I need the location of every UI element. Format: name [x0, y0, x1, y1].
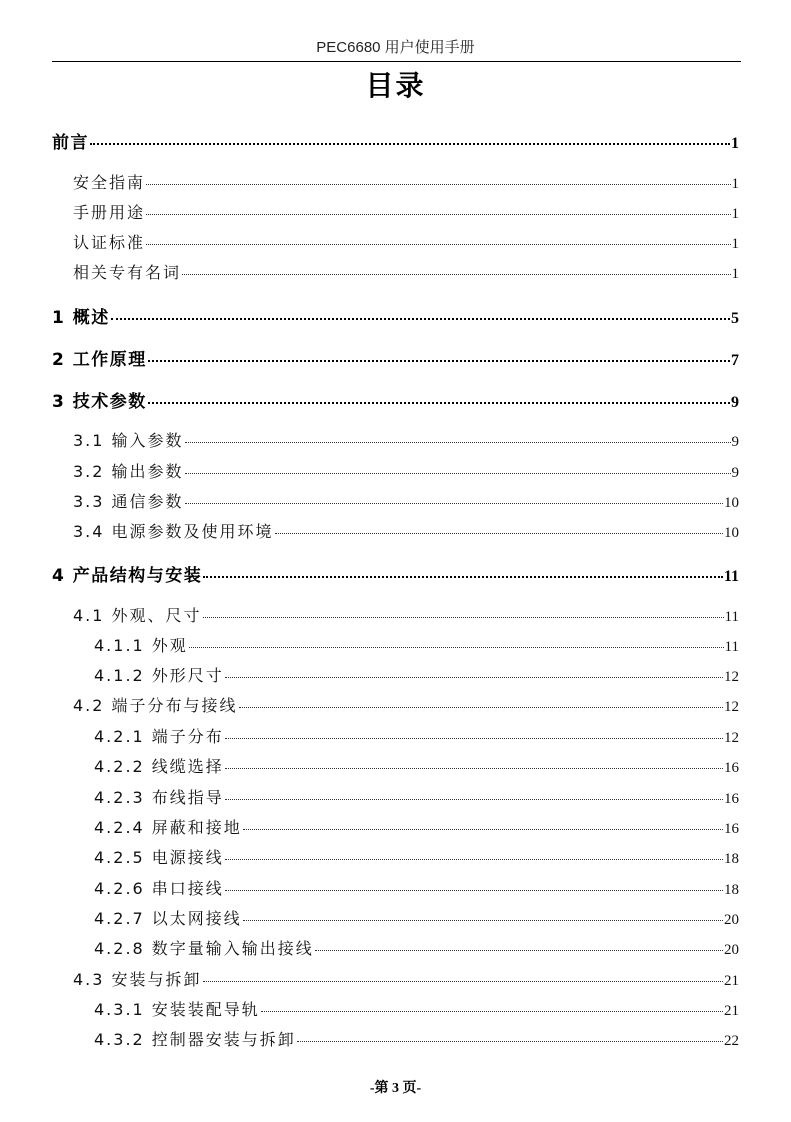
toc-entry-page-number: 9: [731, 465, 739, 481]
dot-leader: [225, 768, 723, 769]
dot-leader: [146, 244, 730, 245]
toc-entry-label: 4.3 安装与拆卸: [73, 970, 202, 989]
toc-entry[interactable]: [73, 170, 739, 193]
toc-entry[interactable]: [94, 785, 739, 808]
dot-leader: [261, 1011, 723, 1012]
toc-entry-page-number: 12: [724, 699, 739, 715]
toc-entry[interactable]: [94, 876, 739, 899]
toc-entry-page-number: 16: [724, 821, 739, 837]
dot-leader: [148, 402, 730, 404]
toc-entry[interactable]: [94, 815, 739, 838]
toc-entry[interactable]: [52, 345, 739, 370]
toc-entry-page-number: 12: [724, 669, 739, 685]
dot-leader: [225, 890, 723, 891]
toc-entry-label: 4.3.2 控制器安装与拆卸: [94, 1030, 296, 1049]
dot-leader: [203, 981, 723, 982]
toc-entry-label: 3.2 输出参数: [73, 462, 184, 481]
toc-entry-label: 认证标准: [73, 233, 146, 252]
toc-entry-label: 1 概述: [52, 308, 110, 328]
toc-entry-page-number: 18: [724, 882, 739, 898]
dot-leader: [148, 360, 730, 362]
toc-entry-page-number: 18: [724, 851, 739, 867]
toc-entry-label: 4.1.1 外观: [94, 636, 188, 655]
toc-entry-page-number: 20: [724, 942, 739, 958]
toc-entry[interactable]: [52, 303, 739, 328]
page-footer: -第 3 页-: [369, 1081, 422, 1096]
toc-entry-label: 4.2.7 以太网接线: [94, 909, 242, 928]
dot-leader: [315, 950, 723, 951]
toc-entry-label: 4.2.5 电源接线: [94, 848, 224, 867]
toc-entry-label: 4.3.1 安装装配导轨: [94, 1000, 260, 1019]
page-header: PEC6680 用户使用手册: [316, 39, 475, 56]
dot-leader: [297, 1041, 723, 1042]
dot-leader: [225, 677, 723, 678]
toc-entry-page-number: 21: [724, 973, 739, 989]
toc-entry-label: 4.2.1 端子分布: [94, 727, 224, 746]
toc-entry-label: 4.2 端子分布与接线: [73, 696, 238, 715]
toc-entry-label: 3.4 电源参数及使用环境: [73, 522, 274, 541]
toc-entry-label: 4.1 外观、尺寸: [73, 606, 202, 625]
toc-entry[interactable]: [94, 936, 739, 959]
toc-entry[interactable]: [73, 230, 739, 253]
toc-entry-page-number: 7: [731, 352, 739, 369]
toc-entry[interactable]: [94, 845, 739, 868]
toc-entry[interactable]: [73, 967, 739, 990]
toc-entry-page-number: 22: [724, 1033, 739, 1049]
dot-leader: [203, 617, 724, 618]
toc-entry[interactable]: [73, 603, 739, 626]
toc-entry-page-number: 21: [724, 1003, 739, 1019]
dot-leader: [146, 214, 730, 215]
dot-leader: [146, 184, 730, 185]
toc-entry-label: 3.3 通信参数: [73, 492, 184, 511]
toc-entry-page-number: 10: [724, 525, 739, 541]
dot-leader: [185, 503, 723, 504]
toc-entry-page-number: 1: [731, 266, 739, 282]
toc-entry-label: 4.2.2 线缆选择: [94, 757, 224, 776]
dot-leader: [243, 920, 723, 921]
toc-entry-label: 4.2.8 数字量输入输出接线: [94, 939, 314, 958]
dot-leader: [90, 143, 730, 145]
toc-entry-page-number: 1: [731, 135, 739, 152]
toc-entry[interactable]: [52, 387, 739, 412]
toc-entry-page-number: 1: [731, 206, 739, 222]
dot-leader: [275, 533, 723, 534]
dot-leader: [239, 707, 723, 708]
toc-entry[interactable]: [94, 663, 739, 686]
dot-leader: [243, 829, 723, 830]
toc-entry-page-number: 11: [724, 639, 739, 655]
dot-leader: [189, 647, 724, 648]
toc-entry[interactable]: [94, 754, 739, 777]
toc-entry-label: 安全指南: [73, 173, 146, 192]
toc-entry[interactable]: [73, 693, 739, 716]
toc-entry[interactable]: [73, 519, 739, 542]
dot-leader: [185, 473, 731, 474]
toc-entry-page-number: 16: [724, 791, 739, 807]
toc-entry-label: 手册用途: [73, 203, 146, 222]
toc-entry[interactable]: [73, 260, 739, 283]
toc-entry-label: 4 产品结构与安装: [52, 566, 203, 586]
dot-leader: [225, 738, 723, 739]
dot-leader: [225, 799, 723, 800]
dot-leader: [182, 274, 730, 275]
toc-entry[interactable]: [94, 724, 739, 747]
toc-entry-label: 4.1.2 外形尺寸: [94, 666, 224, 685]
toc-entry[interactable]: [73, 428, 739, 451]
dot-leader: [225, 859, 723, 860]
toc-entry-label: 相关专有名词: [73, 263, 182, 282]
toc-entry-label: 3.1 输入参数: [73, 431, 184, 450]
toc-entry-page-number: 9: [731, 394, 739, 411]
toc-entry-page-number: 10: [724, 495, 739, 511]
toc-entry-label: 4.2.4 屏蔽和接地: [94, 818, 242, 837]
toc-entry[interactable]: [94, 633, 739, 656]
toc-entry-page-number: 12: [724, 730, 739, 746]
toc-entry-label: 4.2.6 串口接线: [94, 879, 224, 898]
dot-leader: [111, 318, 730, 320]
toc-entry[interactable]: [52, 561, 739, 586]
dot-leader: [203, 576, 723, 578]
toc-entry[interactable]: [94, 997, 739, 1020]
toc-entry-label: 3 技术参数: [52, 392, 147, 412]
toc-entry-label: 2 工作原理: [52, 350, 147, 370]
toc-entry-page-number: 9: [731, 434, 739, 450]
toc-entry-page-number: 11: [723, 568, 739, 585]
toc-entry[interactable]: [94, 906, 739, 929]
toc-entry[interactable]: [52, 128, 739, 153]
toc-entry-page-number: 16: [724, 760, 739, 776]
toc-entry-label: 4.2.3 布线指导: [94, 788, 224, 807]
toc-entry[interactable]: [73, 459, 739, 482]
toc-entry-label: 前言: [52, 133, 89, 153]
toc-entry[interactable]: [94, 1027, 739, 1050]
toc-entry-page-number: 5: [731, 310, 739, 327]
toc-entry-page-number: 11: [724, 609, 739, 625]
toc-title: 目录: [365, 69, 426, 102]
toc-entry-page-number: 20: [724, 912, 739, 928]
toc-entry-page-number: 1: [731, 236, 739, 252]
toc-entry[interactable]: [73, 489, 739, 512]
toc-entry[interactable]: [73, 200, 739, 223]
dot-leader: [185, 442, 731, 443]
toc-entry-page-number: 1: [731, 176, 739, 192]
